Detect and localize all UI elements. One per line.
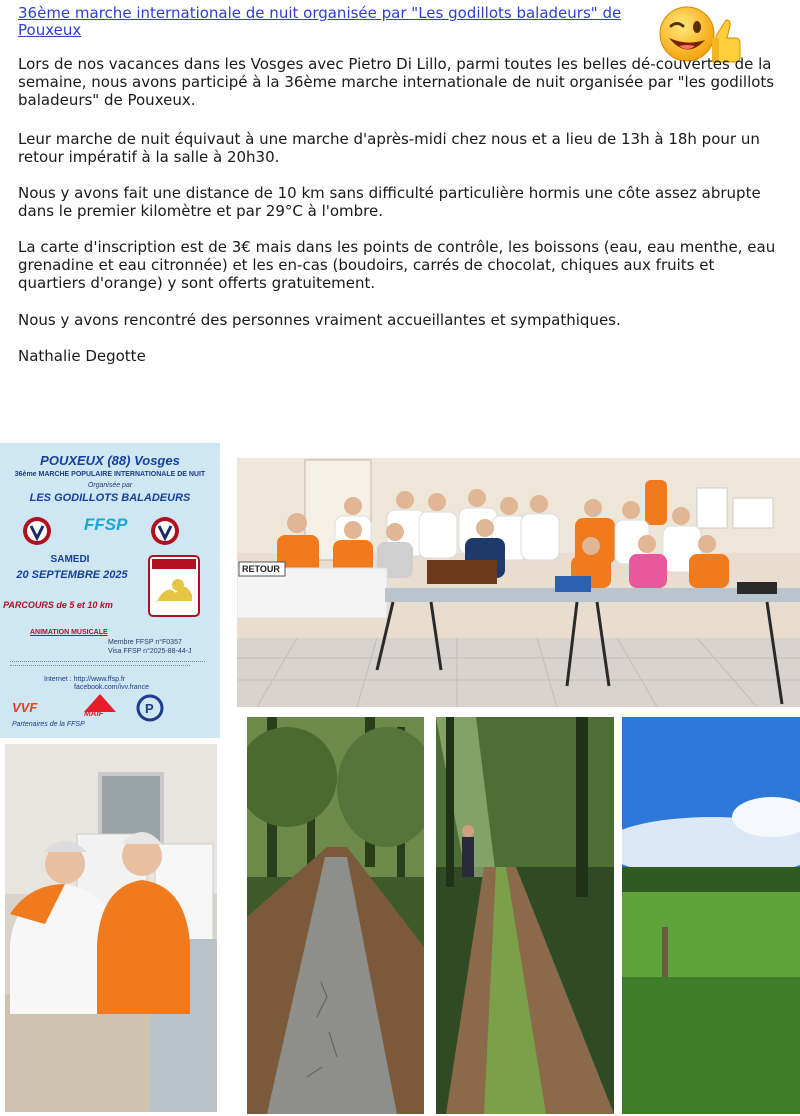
signature: Nathalie Degotte [18, 347, 146, 365]
two-walkers-photo [5, 744, 217, 1112]
meadow-sky-photo [622, 717, 800, 1114]
paragraph-prices: La carte d'inscription est de 3€ mais dans les points de contrôle, les boissons (eau, eau menthe, eau grenadine et eau citronnée) et les en-cas (boudoirs, carrés de chocolat, chiques aux fruits et quartiers d'orange) y sont offerts gratuitement. [18, 238, 776, 292]
flyer-internet: Internet : http://www.ffsp.fr [44, 676, 126, 683]
flyer-date: 20 SEPTEMBRE 2025 [16, 569, 128, 581]
flyer-day: SAMEDI [50, 554, 90, 565]
forest-road-photo [247, 717, 424, 1114]
ffsp-logo: FFSP [84, 515, 128, 534]
flyer-fineprint-2 [10, 665, 190, 667]
flyer-partners: Partenaires de la FFSP [12, 721, 85, 728]
club-badge-icon [22, 516, 52, 546]
flyer-event: 36ème MARCHE POPULAIRE INTERNATIONALE DE NUIT [14, 471, 206, 478]
paragraph-schedule: Leur marche de nuit équivaut à une marche d'après-midi chez nous et a lieu de 13h à 18h pour un retour impératif à la salle à 20h30. [18, 130, 760, 166]
photo-retour-sign: RETOUR [242, 564, 280, 574]
flyer-fineprint [10, 661, 205, 663]
flyer-membre: Membre FFSP n°F0357 [108, 639, 182, 646]
flyer-facebook: facebook.com/ivv.france [74, 684, 149, 691]
flyer-visa: Visa FFSP n°2025-88-44-J [108, 648, 192, 655]
ivv-badge-icon [150, 516, 180, 546]
flyer-club: LES GODILLOTS BALADEURS [29, 492, 191, 504]
flyer-animation: ANIMATION MUSICALE [30, 629, 108, 636]
prevention-routiere-icon [136, 694, 164, 722]
event-flyer-image [0, 443, 220, 738]
forest-path-walker-photo [436, 717, 614, 1114]
flyer-location: POUXEUX (88) Vosges [40, 453, 180, 468]
paragraph-people: Nous y avons rencontré des personnes vraiment accueillantes et sympathiques. [18, 311, 621, 329]
maif-logo: MAIF [84, 709, 104, 718]
paragraph-distance: Nous y avons fait une distance de 10 km sans difficulté particulière hormis une côte assez abrupte dans le premier kilomètre et par 29°C à l'ombre. [18, 184, 761, 220]
article-title[interactable]: 36ème marche internationale de nuit organisée par "Les godillots baladeurs" de Pouxeux [18, 4, 622, 39]
flyer-organised: Organisée par [87, 482, 133, 489]
paragraph-intro: Lors de nos vacances dans les Vosges avec Pietro Di Lillo, parmi toutes les belles dé-couvertes de la semaine, nous avons participé à la 36ème marche internationale de nuit organisée par "les godillots baladeurs" de Pouxeux. [18, 55, 775, 109]
vvf-logo: VVF [12, 700, 38, 715]
flyer-parcours: PARCOURS de 5 et 10 km [3, 600, 113, 610]
svg-text:P: P [145, 701, 154, 716]
volunteers-group-photo [237, 458, 800, 707]
